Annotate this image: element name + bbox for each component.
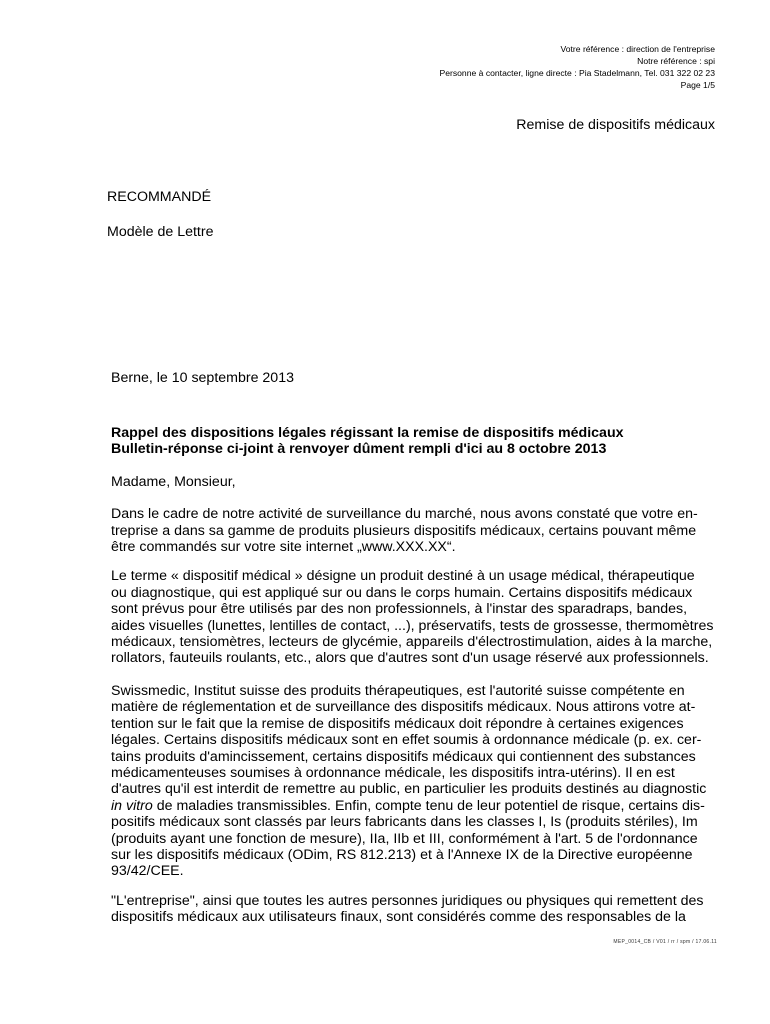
paragraph-line: (produits ayant une fonction de mesure), IIa, IIb et III, conformément à l'art. 5 de l'ordonnance bbox=[111, 830, 698, 847]
paragraph-line: médicamenteuses soumises à ordonnance médicale, les dispositifs intra-utérins). Il en est bbox=[111, 764, 675, 781]
paragraph-line: Le terme « dispositif médical » désigne un produit destiné à un usage médical, thérapeutique bbox=[111, 568, 695, 585]
document-code-footer: MEP_0014_CB / V01 / rr / spm / 17.06.11 bbox=[613, 939, 717, 945]
title-line-1: Rappel des dispositions légales régissant la remise de dispositifs médicaux bbox=[111, 425, 624, 441]
subject-heading: Remise de dispositifs médicaux bbox=[516, 117, 715, 133]
letter-date: Berne, le 10 septembre 2013 bbox=[111, 370, 294, 386]
paragraph-line: treprise a dans sa gamme de produits plusieurs dispositifs médicaux, certains pouvant même bbox=[111, 522, 697, 539]
paragraph-4 bbox=[111, 893, 721, 926]
paragraph-line: 93/42/CEE. bbox=[111, 863, 184, 880]
in-vitro-line-rest: de maladies transmissibles. Enfin, compte tenu de leur potentiel de risque, certains dis- bbox=[152, 797, 705, 814]
paragraph-line: légales. Certains dispositifs médicaux sont en effet soumis à ordonnance médicale (p. ex. cer- bbox=[111, 732, 702, 749]
paragraph-line: Swissmedic, Institut suisse des produits thérapeutiques, est l'autorité suisse compétente en bbox=[111, 682, 685, 699]
paragraph-line: sur les dispositifs médicaux (ODim, RS 812.213) et à l'Annexe IX de la Directive européenne bbox=[111, 846, 693, 863]
registered-mark: RECOMMANDÉ bbox=[107, 189, 212, 205]
reference-header bbox=[439, 43, 715, 91]
paragraph-line: d'autres qu'il est interdit de remettre au public, en particulier les produits destinés au diagnostic bbox=[111, 781, 707, 798]
title-line-2: Bulletin-réponse ci-joint à renvoyer dûment rempli d'ici au 8 octobre 2013 bbox=[111, 441, 607, 458]
paragraph-line: aides visuelles (lunettes, lentilles de contact, ...), préservatifs, tests de grossesse, thermomètres bbox=[111, 617, 714, 634]
notre-reference: Notre référence : spi bbox=[637, 56, 715, 66]
paragraph-line: médicaux, tensiomètres, lecteurs de glycémie, appareils d'électrostimulation, aides à la marche, bbox=[111, 634, 713, 651]
paragraph-line: tains produits d'amincissement, certains dispositifs médicaux qui contiennent des substances bbox=[111, 748, 696, 765]
letter-template-label: Modèle de Lettre bbox=[107, 224, 214, 240]
salutation: Madame, Monsieur, bbox=[111, 473, 236, 490]
in-vitro-term: in vitro bbox=[111, 797, 153, 814]
paragraph-line bbox=[111, 798, 721, 814]
paragraph-3 bbox=[111, 683, 721, 880]
paragraph-line: positifs médicaux sont classés par leurs fabricants dans les classes I, Is (produits stériles), Im bbox=[111, 814, 698, 831]
paragraph-line: ou diagnostique, qui est appliqué sur ou dans le corps humain. Certains dispositifs médicaux bbox=[111, 584, 693, 601]
paragraph-line: tention sur le fait que la remise de dispositifs médicaux doit répondre à certaines exigences bbox=[111, 715, 684, 732]
paragraph-line: sont prévus pour être utilisés par des non professionnels, à l'instar des sparadraps, bandes, bbox=[111, 601, 688, 618]
letter-body bbox=[111, 425, 721, 926]
paragraph-1 bbox=[111, 506, 721, 555]
paragraph-line: matière de réglementation et de surveillance des dispositifs médicaux. Nous attirons votre at- bbox=[111, 699, 696, 716]
paragraph-line: être commandés sur votre site internet „www.XXX.XX“. bbox=[111, 539, 456, 556]
paragraph-line: rollators, fauteuils roulants, etc., alors que d'autres sont d'un usage réservé aux professionnels. bbox=[111, 650, 709, 667]
contact-person: Personne à contacter, ligne directe : Pia Stadelmann, Tel. 031 322 02 23 bbox=[439, 68, 715, 78]
paragraph-line: Dans le cadre de notre activité de surveillance du marché, nous avons constaté que votre en- bbox=[111, 506, 698, 523]
paragraph-2 bbox=[111, 568, 721, 666]
paragraph-line: dispositifs médicaux aux utilisateurs finaux, sont considérés comme des responsables de la bbox=[111, 909, 686, 926]
votre-reference: Votre référence : direction de l'entreprise bbox=[560, 44, 715, 54]
paragraph-line: "L'entreprise", ainsi que toutes les autres personnes juridiques ou physiques qui remettent des bbox=[111, 892, 704, 909]
page-number: Page 1/5 bbox=[680, 80, 715, 90]
